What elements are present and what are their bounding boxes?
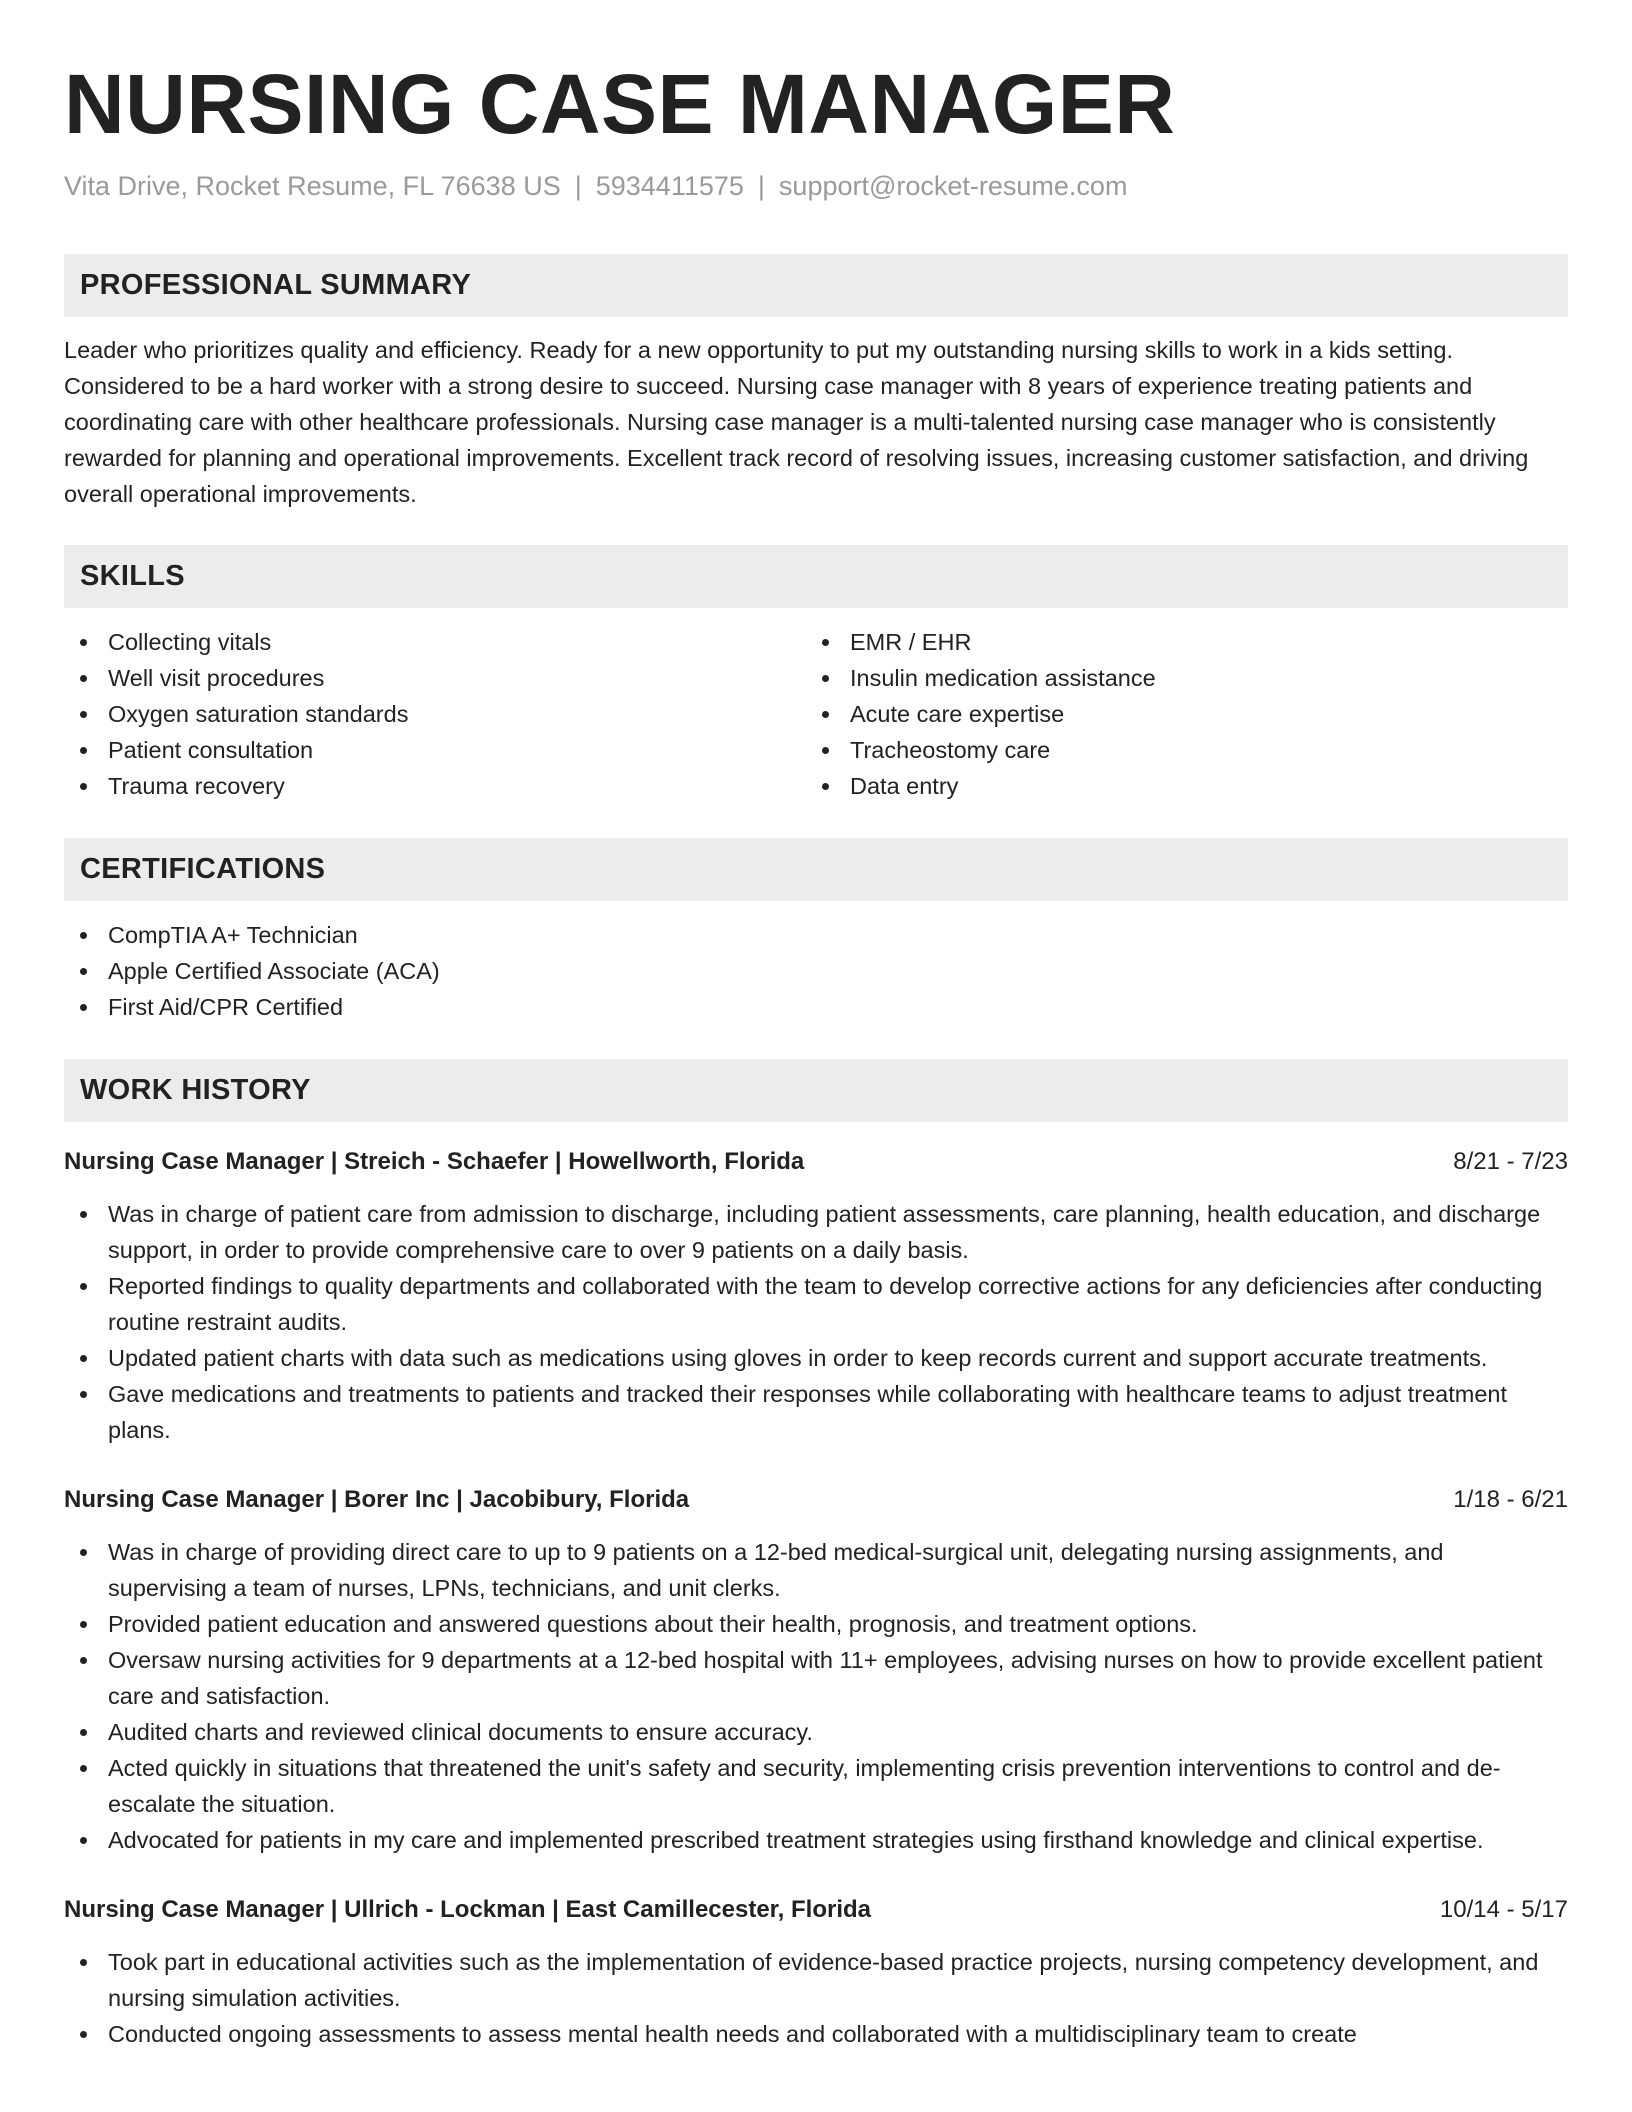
- skills-list-left: [64, 624, 806, 804]
- job-bullets: [64, 1196, 1568, 1448]
- job-dates: 10/14 - 5/17: [1439, 1896, 1568, 1923]
- contact-phone: 5934411575: [595, 171, 744, 201]
- job-bullets: [64, 1534, 1568, 1858]
- job-heading-row: [64, 1482, 1568, 1518]
- skill-item: Well visit procedures: [64, 660, 806, 696]
- job-bullet: Took part in educational activities such as the implementation of evidence-based practice projects, nursing competency development, and nursing simulation activities.: [64, 1944, 1568, 2016]
- job-entry: [64, 1892, 1568, 2052]
- section-header-summary: PROFESSIONAL SUMMARY: [64, 254, 1568, 317]
- summary-text: Leader who prioritizes quality and efficiency. Ready for a new opportunity to put my outstanding nursing skills to work in a kids setting. Considered to be a hard worker with a strong desire to succeed. Nursing case manager with 8 years of experience treating patients and coordinating care with other healthcare professionals. Nursing case manager is a multi-talented nursing case manager who is consistently rewarded for planning and operational improvements. Excellent track record of resolving issues, increasing customer satisfaction, and driving overall operational improvements.: [64, 337, 1529, 507]
- job-dates: 8/21 - 7/23: [1453, 1148, 1568, 1175]
- resume-name: NURSING CASE MANAGER: [64, 57, 1176, 151]
- contact-email: support@rocket-resume.com: [778, 171, 1128, 201]
- skills-column-left: [64, 624, 806, 804]
- job-entry: [64, 1482, 1568, 1858]
- section-header-skills: SKILLS: [64, 545, 1568, 608]
- skills-column-right: [806, 624, 1548, 804]
- skills-columns: [64, 624, 1568, 804]
- job-title: Nursing Case Manager | Streich - Schaefer | Howellworth, Florida: [64, 1148, 805, 1175]
- job-bullet: Oversaw nursing activities for 9 departments at a 12-bed hospital with 11+ employees, advising nurses on how to provide excellent patient care and satisfaction.: [64, 1642, 1568, 1714]
- section-header-certifications: CERTIFICATIONS: [64, 838, 1568, 901]
- certification-item: First Aid/CPR Certified: [64, 989, 1568, 1025]
- job-bullet: Reported findings to quality departments and collaborated with the team to develop corrective actions for any deficiencies after conducting routine restraint audits.: [64, 1268, 1568, 1340]
- contact-separator: |: [574, 171, 582, 201]
- contact-address: Vita Drive, Rocket Resume, FL 76638 US: [64, 171, 561, 201]
- job-bullets: [64, 1944, 1568, 2052]
- job-title: Nursing Case Manager | Borer Inc | Jacobibury, Florida: [64, 1486, 690, 1513]
- skill-item: Acute care expertise: [806, 696, 1548, 732]
- job-bullet: Was in charge of patient care from admission to discharge, including patient assessments, care planning, health education, and discharge support, in order to provide comprehensive care to over 9 patients on a daily basis.: [64, 1196, 1568, 1268]
- job-bullet: Updated patient charts with data such as medications using gloves in order to keep records current and support accurate treatments.: [64, 1340, 1568, 1376]
- skill-item: Patient consultation: [64, 732, 806, 768]
- job-heading-row: [64, 1144, 1568, 1180]
- job-bullet: Gave medications and treatments to patients and tracked their responses while collaborating with healthcare teams to adjust treatment plans.: [64, 1376, 1568, 1448]
- skill-item: Trauma recovery: [64, 768, 806, 804]
- job-heading-row: [64, 1892, 1568, 1928]
- skill-item: Tracheostomy care: [806, 732, 1548, 768]
- job-dates: 1/18 - 6/21: [1453, 1486, 1568, 1513]
- skill-item: Oxygen saturation standards: [64, 696, 806, 732]
- job-bullet: Audited charts and reviewed clinical documents to ensure accuracy.: [64, 1714, 1568, 1750]
- skill-item: Insulin medication assistance: [806, 660, 1548, 696]
- certifications-list: [64, 917, 1568, 1025]
- job-title: Nursing Case Manager | Ullrich - Lockman | East Camillecester, Florida: [64, 1896, 872, 1923]
- contact-line: [64, 168, 1568, 204]
- skill-item: Data entry: [806, 768, 1548, 804]
- skill-item: EMR / EHR: [806, 624, 1548, 660]
- job-bullet: Provided patient education and answered questions about their health, prognosis, and treatment options.: [64, 1606, 1568, 1642]
- job-bullet: Advocated for patients in my care and implemented prescribed treatment strategies using firsthand knowledge and clinical expertise.: [64, 1822, 1568, 1858]
- job-bullet: Was in charge of providing direct care to up to 9 patients on a 12-bed medical-surgical unit, delegating nursing assignments, and supervising a team of nurses, LPNs, technicians, and unit clerks.: [64, 1534, 1568, 1606]
- job-entry: [64, 1144, 1568, 1448]
- certification-item: Apple Certified Associate (ACA): [64, 953, 1568, 989]
- section-header-work-history: WORK HISTORY: [64, 1059, 1568, 1122]
- certification-item: CompTIA A+ Technician: [64, 917, 1568, 953]
- skill-item: Collecting vitals: [64, 624, 806, 660]
- job-bullet: Acted quickly in situations that threatened the unit's safety and security, implementing crisis prevention interventions to control and de-escalate the situation.: [64, 1750, 1568, 1822]
- job-bullet: Conducted ongoing assessments to assess mental health needs and collaborated with a multidisciplinary team to create: [64, 2016, 1568, 2052]
- contact-separator: |: [757, 171, 765, 201]
- skills-list-right: [806, 624, 1548, 804]
